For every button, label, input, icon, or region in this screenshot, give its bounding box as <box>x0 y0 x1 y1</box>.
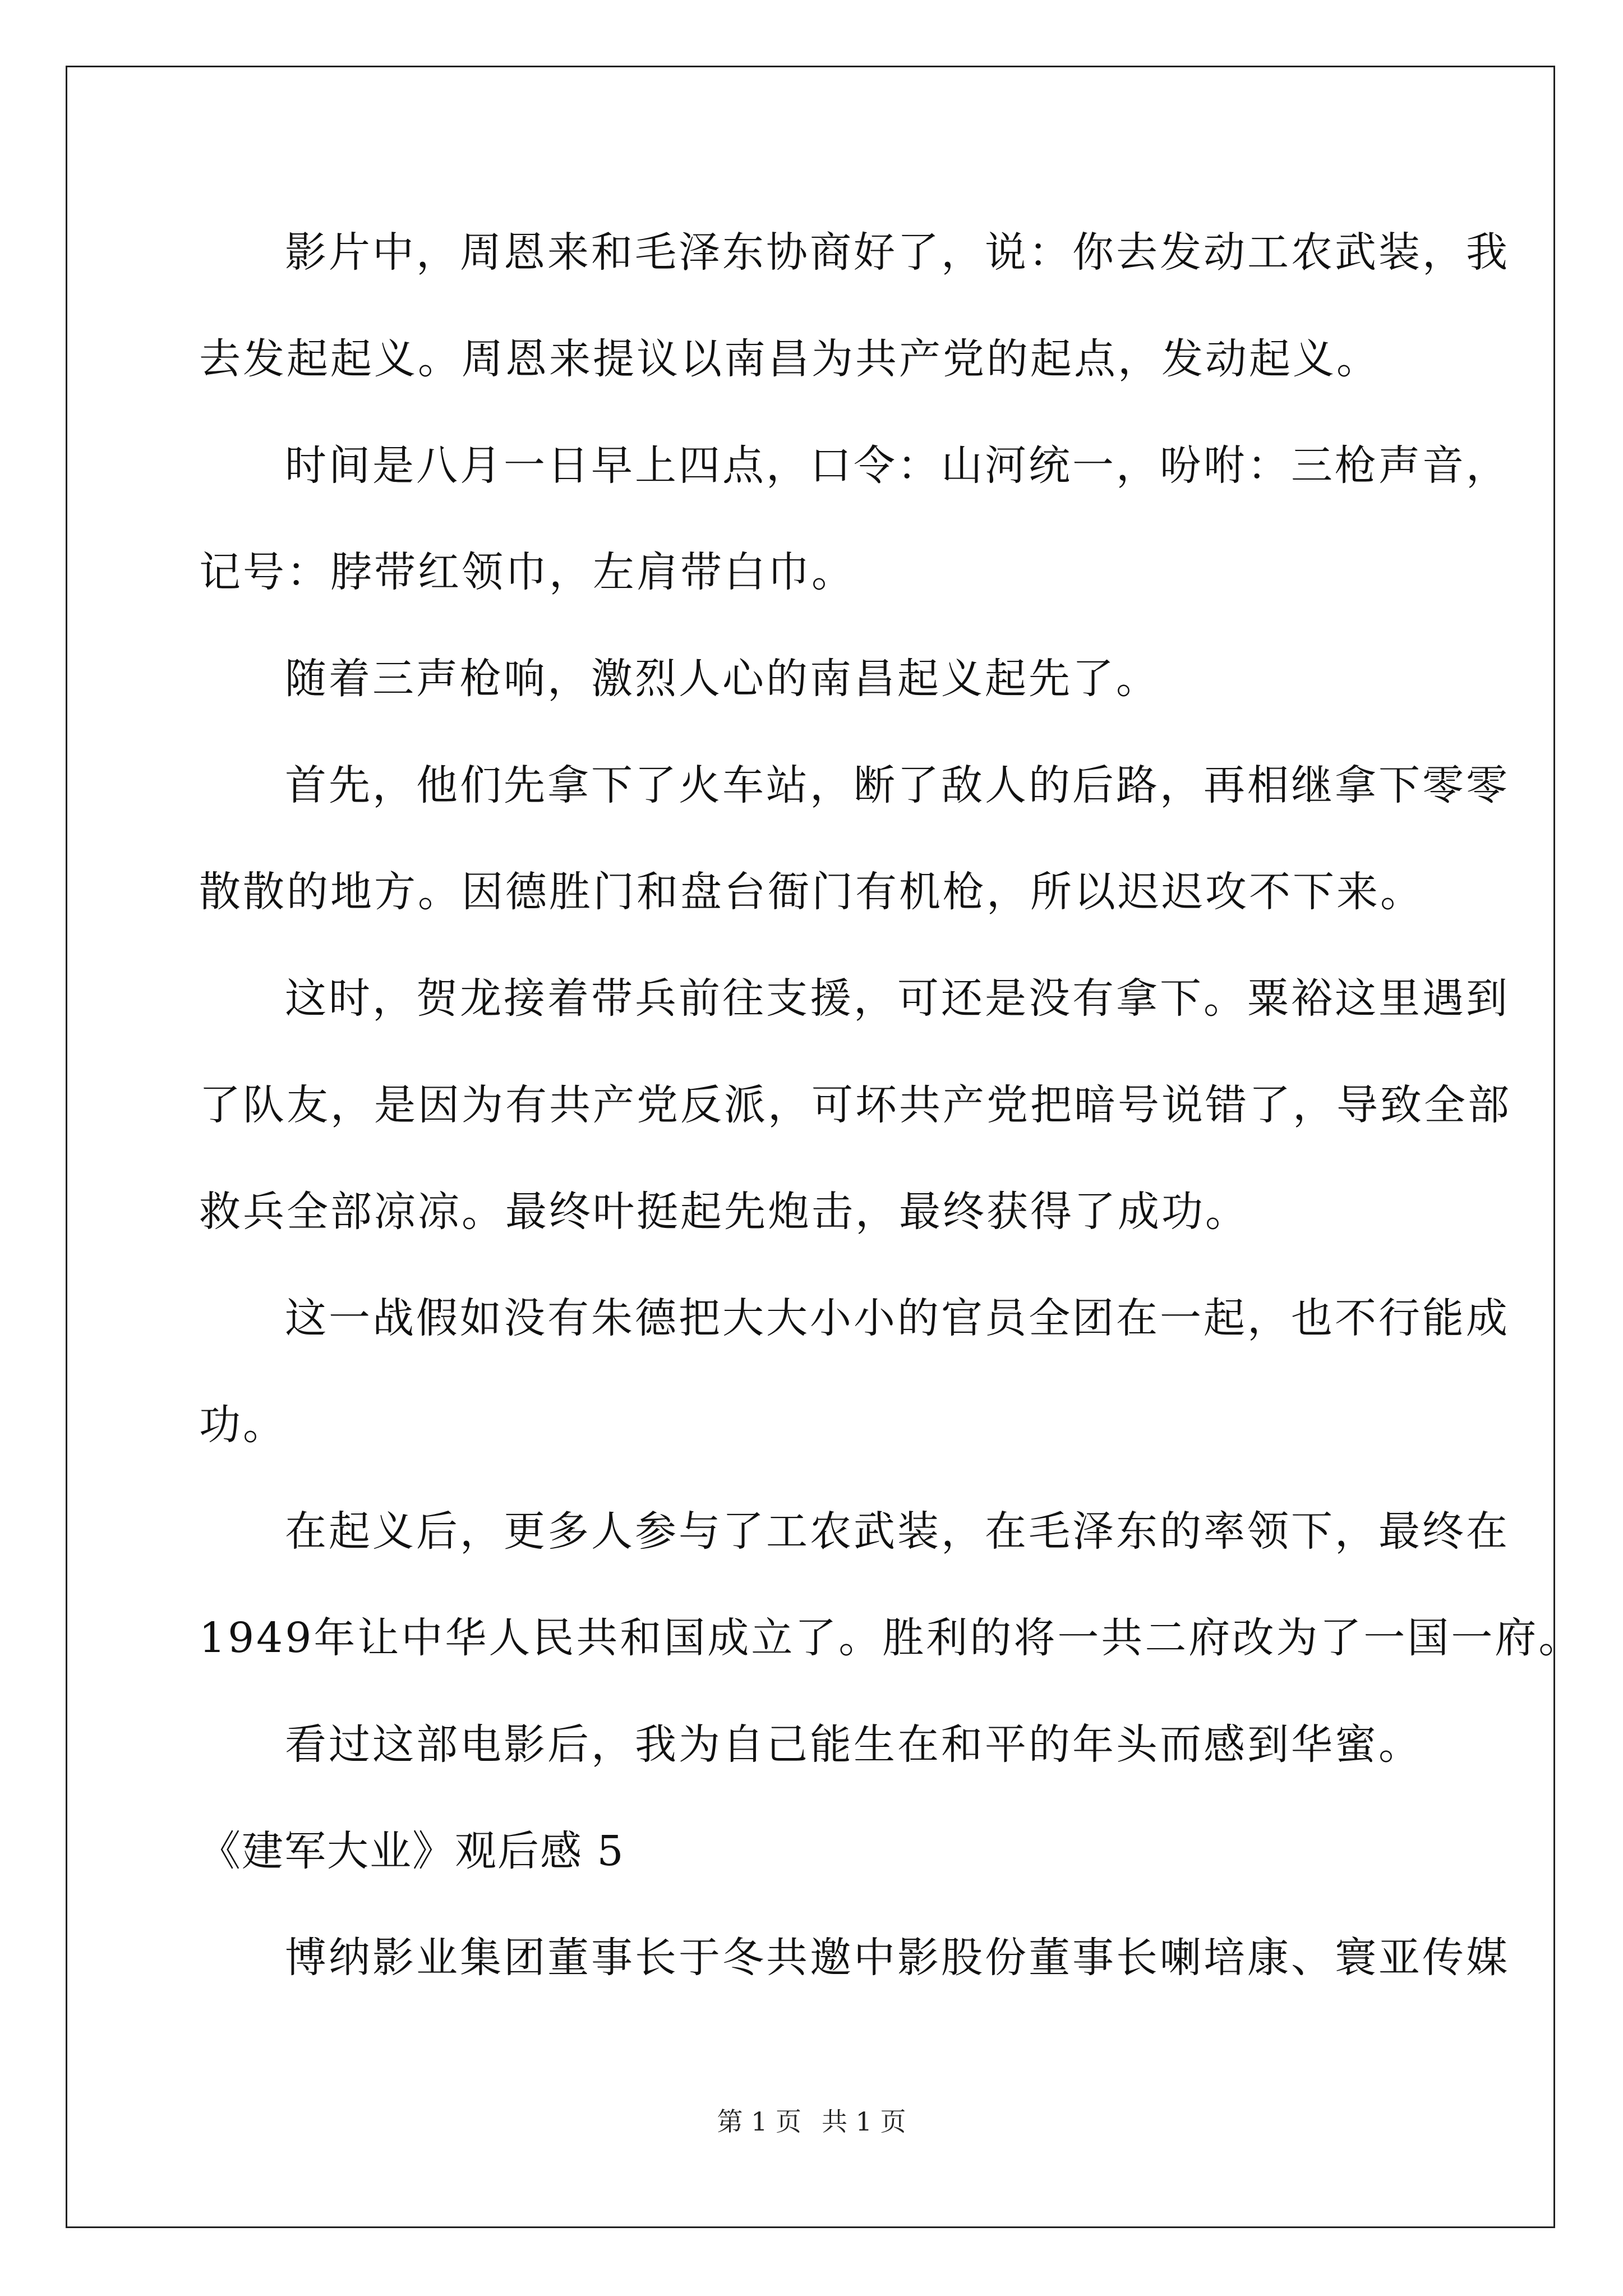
paragraph-5-line-3: 救兵全部凉凉。最终叶挺起先炮击，最终获得了成功。 <box>199 1188 1249 1236</box>
paragraph-9-line-1: 博纳影业集团董事长于冬共邀中影股份董事长喇培康、寰亚传媒 <box>285 1934 1510 1982</box>
page-number: 第 1 页 <box>717 2106 801 2137</box>
paragraph-5-line-2: 了队友，是因为有共产党反派，可坏共产党把暗号说错了，导致全部 <box>199 1081 1511 1129</box>
section-heading: 《建军大业》观后感 5 <box>199 1827 625 1875</box>
paragraph-6-line-1: 这一战假如没有朱德把大大小小的官员全团在一起，也不行能成 <box>285 1294 1510 1342</box>
paragraph-3-line-1: 随着三声枪响，激烈人心的南昌起义起先了。 <box>285 655 1160 703</box>
paragraph-1-line-2: 去发起起义。周恩来提议以南昌为共产党的起点，发动起义。 <box>199 335 1380 383</box>
page-footer <box>0 2105 1623 2138</box>
paragraph-4-line-2: 散散的地方。因德胜门和盘台衙门有机枪，所以迟迟攻不下来。 <box>199 868 1424 916</box>
paragraph-7-line-1: 在起义后，更多人参与了工农武装，在毛泽东的率领下，最终在 <box>285 1507 1510 1556</box>
paragraph-5-line-1: 这时，贺龙接着带兵前往支援，可还是没有拿下。粟裕这里遇到 <box>285 974 1510 1023</box>
paragraph-6-line-2: 功。 <box>199 1401 287 1449</box>
paragraph-4-line-1: 首先，他们先拿下了火车站，断了敌人的后路，再相继拿下零零 <box>285 761 1510 809</box>
paragraph-7-line-2: 1949年让中华人民共和国成立了。胜利的将一共二府改为了一国一府。 <box>199 1614 1583 1662</box>
paragraph-2-line-2: 记号：脖带红领巾，左肩带白巾。 <box>199 548 855 596</box>
paragraph-8-line-1: 看过这部电影后，我为自己能生在和平的年头而感到华蜜。 <box>285 1720 1422 1769</box>
paragraph-1-line-1: 影片中，周恩来和毛泽东协商好了，说：你去发动工农武装，我 <box>285 228 1510 277</box>
paragraph-2-line-1: 时间是八月一日早上四点，口令：山河统一，吩咐：三枪声音， <box>285 441 1510 490</box>
page-total: 共 1 页 <box>822 2106 906 2137</box>
page-border <box>66 66 1555 2228</box>
